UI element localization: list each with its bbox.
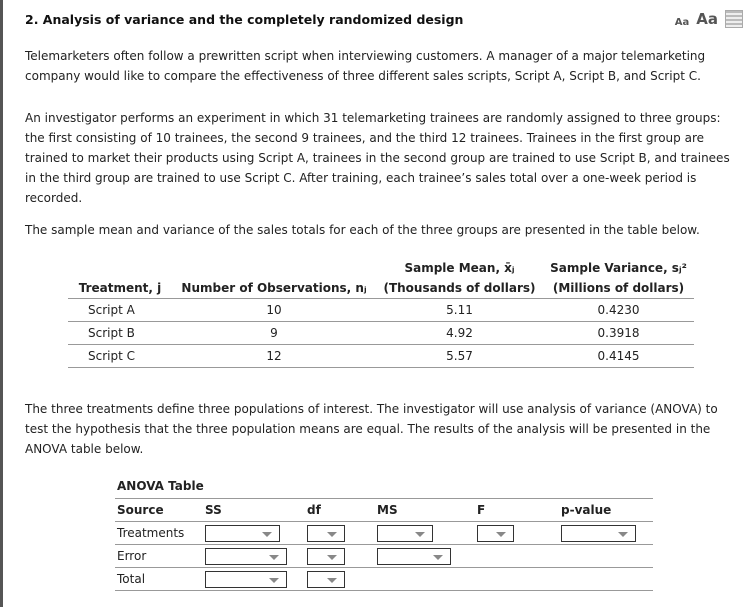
treatment-cell: Script B — [68, 322, 172, 345]
toolbar — [675, 10, 743, 28]
ss-total-select[interactable] — [205, 571, 287, 588]
variance-cell: 0.3918 — [543, 322, 694, 345]
table-row — [68, 299, 694, 322]
ss-error-select[interactable] — [205, 548, 287, 565]
source-label: Treatments — [115, 522, 203, 545]
anova-row-total — [115, 568, 653, 591]
n-cell: 10 — [172, 299, 376, 322]
table-row — [68, 345, 694, 368]
anova-intro-paragraph: The three treatments define three populations of interest. The investigator will use analysis of variance (ANOVA) to test the hypothesis that the three population means are equal. The results of the analysis will be presented in the ANOVA table below. — [25, 402, 718, 456]
table-intro-paragraph: The sample mean and variance of the sales totals for each of the three groups are presented in the table below. — [25, 223, 700, 237]
anova-row-treatments — [115, 522, 653, 545]
header-df: df — [305, 499, 375, 522]
mean-cell: 4.92 — [376, 322, 543, 345]
anova-table — [115, 498, 653, 591]
chevron-down-icon — [496, 532, 506, 537]
decrease-font-button[interactable]: Aa — [674, 17, 690, 28]
header-treatment: Treatment, j — [68, 258, 172, 299]
header-variance — [543, 258, 694, 299]
n-cell: 12 — [172, 345, 376, 368]
mean-cell: 5.11 — [376, 299, 543, 322]
header-ms: MS — [375, 499, 475, 522]
header-source: Source — [115, 499, 203, 522]
chevron-down-icon — [269, 578, 279, 583]
n-cell: 9 — [172, 322, 376, 345]
p-value-select[interactable] — [561, 525, 636, 542]
header-f: F — [475, 499, 559, 522]
source-label: Total — [115, 568, 203, 591]
df-error-select[interactable] — [307, 548, 345, 565]
variance-cell: 0.4145 — [543, 345, 694, 368]
print-icon[interactable] — [725, 10, 743, 28]
header-ss: SS — [203, 499, 305, 522]
chevron-down-icon — [327, 578, 337, 583]
chevron-down-icon — [262, 532, 272, 537]
chevron-down-icon — [618, 532, 628, 537]
header-mean — [376, 258, 543, 299]
f-select[interactable] — [477, 525, 514, 542]
treatment-cell: Script A — [68, 299, 172, 322]
ms-error-select[interactable] — [377, 548, 451, 565]
increase-font-button[interactable]: Aa — [696, 10, 718, 28]
ss-treatments-select[interactable] — [205, 525, 280, 542]
mean-label: Sample Mean, x̄ⱼ — [404, 261, 515, 275]
chevron-down-icon — [269, 555, 279, 560]
df-total-select[interactable] — [307, 571, 345, 588]
left-border — [0, 0, 3, 607]
variance-label: Sample Variance, sⱼ² — [550, 261, 687, 275]
df-treatments-select[interactable] — [307, 525, 345, 542]
header-observations: Number of Observations, nⱼ — [172, 258, 376, 299]
header-p-value: p-value — [559, 499, 653, 522]
chevron-down-icon — [433, 555, 443, 560]
mean-units: (Thousands of dollars) — [383, 281, 536, 295]
experiment-paragraph: An investigator performs an experiment in which 31 telemarketing trainees are randomly assigned to three groups: the first consisting of 10 trainees, the second 9 trainees, and the third 12 trainees. Trainees in the first group are trained to market their products using Script A, trainees in the second group are trained to use Script B, and trainees in the third group are trained to use Script C. After training, each trainee’s sales total over a one-week period is recorded. — [25, 111, 730, 205]
treatment-cell: Script C — [68, 345, 172, 368]
table-row — [68, 322, 694, 345]
anova-row-error — [115, 545, 653, 568]
summary-table — [68, 258, 694, 368]
chevron-down-icon — [327, 532, 337, 537]
variance-cell: 0.4230 — [543, 299, 694, 322]
variance-units: (Millions of dollars) — [552, 281, 685, 295]
source-label: Error — [115, 545, 203, 568]
question-title: 2. Analysis of variance and the completely randomized design — [25, 12, 464, 27]
ms-treatments-select[interactable] — [377, 525, 433, 542]
intro-paragraph: Telemarketers often follow a prewritten script when interviewing customers. A manager of a major telemarketing company would like to compare the effectiveness of three different sales scripts, Script A, Script B, and Script C. — [25, 49, 706, 83]
chevron-down-icon — [327, 555, 337, 560]
mean-cell: 5.57 — [376, 345, 543, 368]
chevron-down-icon — [415, 532, 425, 537]
anova-title: ANOVA Table — [117, 479, 204, 493]
